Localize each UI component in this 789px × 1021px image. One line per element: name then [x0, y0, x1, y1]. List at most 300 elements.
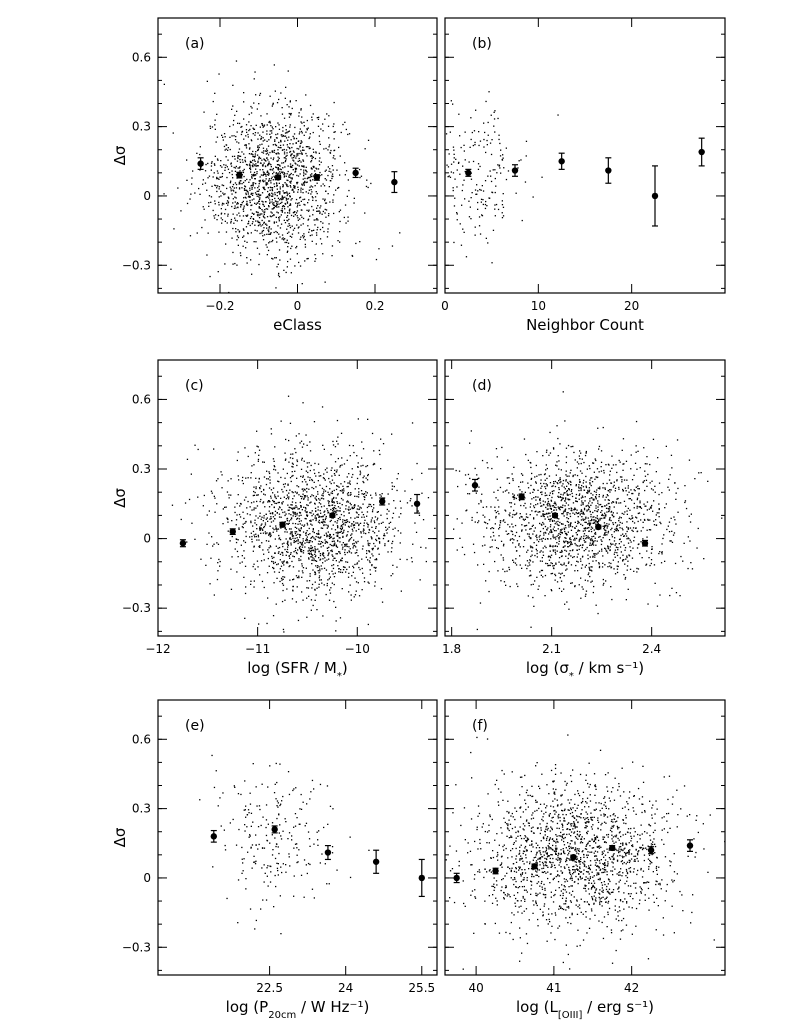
scatter-point: [301, 441, 302, 442]
scatter-point: [379, 554, 380, 555]
scatter-point: [322, 615, 323, 616]
scatter-point: [230, 495, 231, 496]
scatter-point: [225, 136, 226, 137]
scatter-point: [562, 551, 563, 552]
scatter-point: [246, 132, 247, 133]
scatter-point: [349, 527, 350, 528]
binned-mean-point: [391, 179, 397, 185]
scatter-point: [504, 522, 505, 523]
scatter-point: [541, 486, 542, 487]
scatter-point: [625, 506, 626, 507]
scatter-point: [610, 546, 611, 547]
scatter-point: [294, 556, 295, 557]
scatter-point: [599, 496, 600, 497]
scatter-point: [371, 538, 372, 539]
scatter-point: [270, 211, 271, 212]
scatter-point: [500, 155, 501, 156]
scatter-point: [285, 125, 286, 126]
scatter-point: [281, 169, 282, 170]
scatter-point: [328, 193, 329, 194]
scatter-point: [263, 554, 264, 555]
scatter-point: [475, 468, 476, 469]
scatter-point: [614, 506, 615, 507]
scatter-point: [687, 568, 688, 569]
scatter-point: [465, 474, 466, 475]
scatter-point: [497, 118, 498, 119]
scatter-point: [255, 452, 256, 453]
scatter-point: [620, 535, 621, 536]
scatter-point: [318, 126, 319, 127]
scatter-point: [484, 516, 485, 517]
scatter-point: [286, 498, 287, 499]
scatter-point: [410, 500, 411, 501]
scatter-point: [278, 142, 279, 143]
scatter-point: [293, 566, 294, 567]
scatter-point: [495, 178, 496, 179]
scatter-point: [203, 112, 204, 113]
scatter-point: [262, 461, 263, 462]
scatter-point: [389, 523, 390, 524]
scatter-point: [263, 239, 264, 240]
scatter-point: [279, 147, 280, 148]
scatter-point: [561, 565, 562, 566]
scatter-point: [266, 141, 267, 142]
scatter-point: [334, 490, 335, 491]
scatter-point: [355, 594, 356, 595]
scatter-point: [361, 490, 362, 491]
scatter-point: [253, 218, 254, 219]
scatter-point: [248, 233, 249, 234]
scatter-point: [619, 517, 620, 518]
scatter-point: [260, 501, 261, 502]
scatter-point: [384, 543, 385, 544]
scatter-point: [270, 234, 271, 235]
scatter-point: [274, 501, 275, 502]
scatter-point: [322, 123, 323, 124]
scatter-point: [305, 518, 306, 519]
scatter-point: [493, 230, 494, 231]
scatter-point: [273, 179, 274, 180]
scatter-point: [274, 183, 275, 184]
scatter-point: [302, 481, 303, 482]
scatter-point: [541, 538, 542, 539]
scatter-point: [340, 553, 341, 554]
scatter-point: [281, 580, 282, 581]
scatter-point: [599, 488, 600, 489]
scatter-point: [565, 541, 566, 542]
scatter-point: [394, 486, 395, 487]
scatter-point: [313, 132, 314, 133]
scatter-point: [312, 186, 313, 187]
scatter-point: [360, 474, 361, 475]
scatter-point: [251, 189, 252, 190]
scatter-point: [495, 523, 496, 524]
scatter-point: [486, 140, 487, 141]
scatter-point: [513, 499, 514, 500]
scatter-point: [311, 479, 312, 480]
scatter-point: [238, 479, 239, 480]
scatter-point: [282, 210, 283, 211]
scatter-point: [494, 169, 495, 170]
scatter-point: [548, 455, 549, 456]
scatter-point: [311, 553, 312, 554]
scatter-point: [434, 528, 435, 529]
scatter-point: [359, 241, 360, 242]
scatter-point: [591, 529, 592, 530]
scatter-point: [262, 165, 263, 166]
scatter-point: [259, 574, 260, 575]
scatter-point: [571, 564, 572, 565]
scatter-point: [255, 515, 256, 516]
scatter-point: [293, 216, 294, 217]
scatter-point: [607, 526, 608, 527]
scatter-point: [332, 499, 333, 500]
scatter-point: [584, 509, 585, 510]
scatter-point: [291, 154, 292, 155]
scatter-point: [282, 208, 283, 209]
scatter-point: [220, 195, 221, 196]
scatter-point: [287, 261, 288, 262]
scatter-point: [333, 525, 334, 526]
scatter-point: [319, 502, 320, 503]
scatter-point: [264, 476, 265, 477]
scatter-point: [269, 195, 270, 196]
scatter-point: [296, 459, 297, 460]
scatter-point: [242, 202, 243, 203]
scatter-point: [369, 543, 370, 544]
scatter-point: [322, 223, 323, 224]
scatter-point: [333, 169, 334, 170]
scatter-point: [552, 563, 553, 564]
scatter-point: [298, 558, 299, 559]
scatter-point: [317, 491, 318, 492]
scatter-point: [323, 545, 324, 546]
scatter-point: [242, 131, 243, 132]
scatter-point: [465, 159, 466, 160]
scatter-point: [349, 481, 350, 482]
scatter-point: [339, 537, 340, 538]
scatter-point: [284, 478, 285, 479]
scatter-point: [318, 566, 319, 567]
scatter-point: [482, 185, 483, 186]
scatter-point: [553, 448, 554, 449]
scatter-point: [644, 490, 645, 491]
scatter-point: [407, 502, 408, 503]
scatter-point: [358, 514, 359, 515]
scatter-point: [490, 170, 491, 171]
scatter-point: [325, 491, 326, 492]
scatter-point: [529, 537, 530, 538]
scatter-point: [535, 527, 536, 528]
scatter-point: [210, 202, 211, 203]
panel-frame: [158, 360, 437, 636]
scatter-point: [510, 506, 511, 507]
scatter-point: [336, 469, 337, 470]
scatter-point: [246, 194, 247, 195]
scatter-point: [266, 148, 267, 149]
scatter-point: [664, 507, 665, 508]
scatter-point: [252, 175, 253, 176]
scatter-point: [649, 509, 650, 510]
scatter-point: [319, 579, 320, 580]
scatter-point: [559, 541, 560, 542]
scatter-point: [306, 155, 307, 156]
scatter-point: [572, 496, 573, 497]
scatter-point: [593, 523, 594, 524]
scatter-point: [614, 485, 615, 486]
scatter-point: [366, 180, 367, 181]
scatter-point: [551, 555, 552, 556]
scatter-point: [589, 570, 590, 571]
scatter-point: [246, 190, 247, 191]
scatter-point: [289, 143, 290, 144]
scatter-point: [311, 185, 312, 186]
scatter-point: [503, 207, 504, 208]
scatter-point: [337, 525, 338, 526]
scatter-point: [518, 545, 519, 546]
scatter-point: [375, 494, 376, 495]
scatter-point: [282, 555, 283, 556]
scatter-point: [574, 538, 575, 539]
scatter-point: [361, 507, 362, 508]
scatter-point: [264, 217, 265, 218]
scatter-point: [298, 202, 299, 203]
scatter-point: [191, 177, 192, 178]
scatter-point: [248, 121, 249, 122]
scatter-point: [497, 570, 498, 571]
scatter-point: [356, 581, 357, 582]
scatter-point: [266, 234, 267, 235]
scatter-point: [250, 584, 251, 585]
scatter-point: [332, 202, 333, 203]
scatter-point: [343, 566, 344, 567]
scatter-point: [315, 185, 316, 186]
scatter-point: [263, 533, 264, 534]
scatter-point: [280, 92, 281, 93]
scatter-point: [352, 530, 353, 531]
scatter-point: [304, 524, 305, 525]
scatter-point: [311, 537, 312, 538]
scatter-point: [591, 538, 592, 539]
scatter-point: [309, 177, 310, 178]
scatter-point: [530, 506, 531, 507]
scatter-point: [349, 133, 350, 134]
scatter-point: [650, 508, 651, 509]
scatter-point: [272, 199, 273, 200]
scatter-point: [400, 507, 401, 508]
scatter-point: [292, 226, 293, 227]
scatter-point: [253, 185, 254, 186]
scatter-point: [577, 467, 578, 468]
scatter-point: [566, 502, 567, 503]
scatter-point: [269, 203, 270, 204]
scatter-point: [374, 567, 375, 568]
scatter-point: [365, 466, 366, 467]
scatter-point: [292, 501, 293, 502]
scatter-point: [538, 585, 539, 586]
scatter-point: [554, 530, 555, 531]
scatter-point: [612, 536, 613, 537]
scatter-point: [297, 518, 298, 519]
scatter-point: [630, 489, 631, 490]
scatter-point: [260, 485, 261, 486]
scatter-point: [371, 564, 372, 565]
scatter-point: [232, 202, 233, 203]
scatter-point: [221, 487, 222, 488]
scatter-point: [328, 505, 329, 506]
scatter-point: [339, 174, 340, 175]
scatter-point: [594, 529, 595, 530]
scatter-point: [290, 539, 291, 540]
scatter-point: [249, 190, 250, 191]
scatter-point: [279, 572, 280, 573]
scatter-point: [477, 190, 478, 191]
scatter-point: [314, 558, 315, 559]
scatter-point: [222, 193, 223, 194]
scatter-point: [639, 502, 640, 503]
scatter-point: [252, 213, 253, 214]
scatter-point: [553, 568, 554, 569]
y-tick-label: 0: [143, 188, 151, 203]
scatter-point: [337, 520, 338, 521]
scatter-point: [266, 178, 267, 179]
scatter-point: [481, 202, 482, 203]
scatter-point: [312, 541, 313, 542]
scatter-point: [353, 202, 354, 203]
scatter-point: [296, 175, 297, 176]
scatter-point: [545, 469, 546, 470]
scatter-point: [257, 147, 258, 148]
scatter-point: [290, 196, 291, 197]
scatter-point: [252, 160, 253, 161]
binned-mean-point: [314, 174, 320, 180]
scatter-point: [611, 534, 612, 535]
scatter-point: [264, 180, 265, 181]
scatter-point: [293, 191, 294, 192]
scatter-point: [234, 197, 235, 198]
scatter-point: [281, 214, 282, 215]
scatter-point: [324, 644, 325, 645]
scatter-point: [558, 562, 559, 563]
scatter-point: [670, 474, 671, 475]
scatter-point: [291, 466, 292, 467]
scatter-point: [280, 188, 281, 189]
scatter-point: [561, 550, 562, 551]
scatter-point: [491, 181, 492, 182]
scatter-point: [308, 210, 309, 211]
scatter-point: [287, 140, 288, 141]
scatter-point: [325, 171, 326, 172]
scatter-point: [315, 508, 316, 509]
scatter-point: [222, 204, 223, 205]
scatter-point: [368, 506, 369, 507]
scatter-point: [330, 180, 331, 181]
scatter-point: [530, 546, 531, 547]
scatter-point: [332, 551, 333, 552]
scatter-point: [319, 172, 320, 173]
scatter-point: [254, 178, 255, 179]
scatter-point: [287, 531, 288, 532]
scatter-point: [551, 486, 552, 487]
scatter-point: [259, 201, 260, 202]
scatter-point: [209, 195, 210, 196]
scatter-point: [602, 566, 603, 567]
x-tick-label: 0: [441, 299, 449, 313]
scatter-point: [340, 519, 341, 520]
scatter-point: [368, 140, 369, 141]
scatter-point: [289, 507, 290, 508]
scatter-point: [543, 483, 544, 484]
scatter-point: [260, 513, 261, 514]
scatter-point: [245, 593, 246, 594]
scatter-point: [345, 524, 346, 525]
scatter-point: [213, 544, 214, 545]
scatter-point: [570, 484, 571, 485]
scatter-point: [632, 493, 633, 494]
x-axis-title: $\log (SFR / M_*)$: [247, 659, 348, 682]
scatter-point: [266, 244, 267, 245]
scatter-point: [347, 134, 348, 135]
scatter-point: [583, 536, 584, 537]
scatter-point: [496, 204, 497, 205]
scatter-point: [278, 157, 279, 158]
scatter-point: [263, 230, 264, 231]
scatter-point: [372, 511, 373, 512]
scatter-point: [349, 522, 350, 523]
scatter-point: [270, 482, 271, 483]
scatter-point: [515, 546, 516, 547]
scatter-point: [291, 237, 292, 238]
scatter-point: [475, 235, 476, 236]
scatter-point: [251, 174, 252, 175]
scatter-point: [288, 165, 289, 166]
scatter-point: [319, 577, 320, 578]
scatter-point: [617, 547, 618, 548]
scatter-point: [290, 543, 291, 544]
scatter-point: [420, 579, 421, 580]
scatter-point: [312, 519, 313, 520]
scatter-point: [299, 133, 300, 134]
scatter-point: [527, 517, 528, 518]
scatter-point: [236, 141, 237, 142]
scatter-point: [398, 530, 399, 531]
scatter-point: [257, 202, 258, 203]
scatter-point: [280, 227, 281, 228]
scatter-point: [574, 570, 575, 571]
scatter-point: [577, 570, 578, 571]
scatter-point: [306, 210, 307, 211]
scatter-point: [254, 172, 255, 173]
scatter-point: [235, 201, 236, 202]
scatter-point: [260, 224, 261, 225]
scatter-point: [557, 521, 558, 522]
scatter-point: [290, 100, 291, 101]
scatter-point: [324, 557, 325, 558]
scatter-point: [210, 126, 211, 127]
scatter-point: [303, 526, 304, 527]
scatter-point: [288, 462, 289, 463]
scatter-point: [246, 242, 247, 243]
scatter-point: [319, 541, 320, 542]
scatter-point: [299, 160, 300, 161]
scatter-point: [599, 504, 600, 505]
scatter-point: [266, 623, 267, 624]
scatter-point: [310, 545, 311, 546]
scatter-point: [358, 496, 359, 497]
scatter-point: [297, 577, 298, 578]
scatter-point: [350, 495, 351, 496]
scatter-point: [339, 503, 340, 504]
